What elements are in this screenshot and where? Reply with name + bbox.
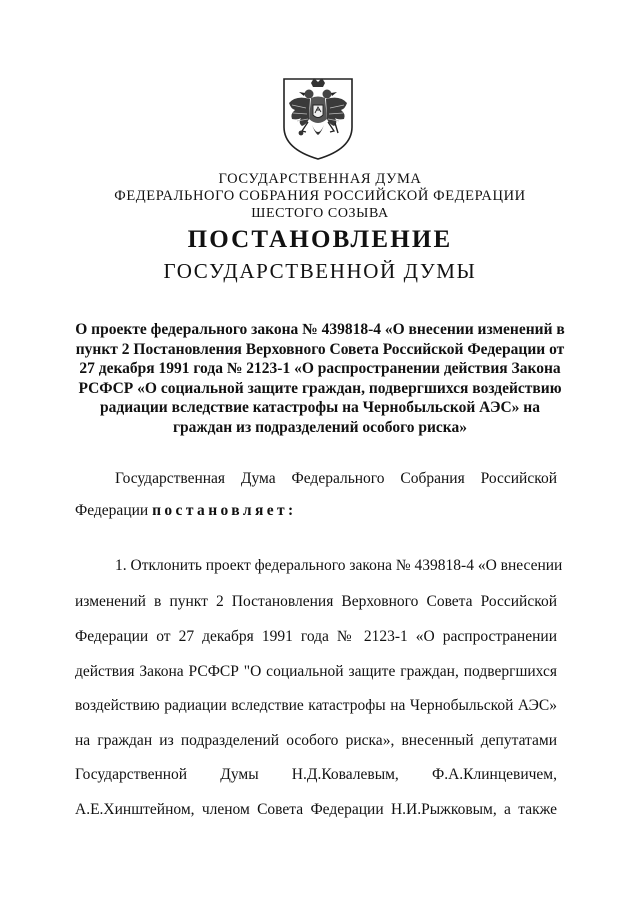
issuer-line-2: ФЕДЕРАЛЬНОГО СОБРАНИЯ РОССИЙСКОЙ ФЕДЕРАЦИИ — [114, 188, 526, 204]
coat-of-arms-emblem — [278, 75, 358, 161]
preamble-line — [75, 502, 557, 520]
paragraph-line: А.Е.Хинштейном, членом Совета Федерации Н.И.Рыжковым, а также — [75, 801, 557, 818]
document-title: ПОСТАНОВЛЕНИЕ — [187, 226, 453, 253]
convocation-line: ШЕСТОГО СОЗЫВА — [251, 206, 389, 221]
paragraph-line: 1. Отклонить проект федерального закона № 439818-4 «О внесении — [115, 557, 563, 574]
subject-line: пункт 2 Постановления Верховного Совета Российской Федерации от — [75, 340, 565, 358]
paragraph-line: на граждан из подразделений особого риска», внесенный депутатами — [75, 732, 557, 749]
preamble-line: Государственная Дума Федерального Собрания Российской — [115, 470, 557, 487]
resolves-word: постановляет: — [152, 502, 297, 519]
subject-line: РСФСР «О социальной защите граждан, подвергшихся воздействию — [78, 379, 562, 397]
paragraph-line: изменений в пункт 2 Постановления Верховного Совета Российской — [75, 593, 557, 610]
issuer-line-1: ГОСУДАРСТВЕННАЯ ДУМА — [218, 171, 422, 187]
subject-line: граждан из подразделений особого риска» — [172, 418, 467, 436]
document-subject — [74, 320, 566, 437]
paragraph-line: воздействию радиации вследствие катастрофы на Чернобыльской АЭС» — [75, 697, 557, 714]
paragraph-line: действия Закона РСФСР "О социальной защите граждан, подвергшихся — [75, 663, 557, 680]
subject-line: О проекте федерального закона № 439818-4 «О внесении изменений в — [75, 321, 565, 338]
subject-line: радиации вследствие катастрофы на Чернобыльской АЭС» на — [100, 399, 540, 416]
preamble-text: Федерации — [75, 502, 153, 519]
subject-line: 27 декабря 1991 года № 2123-1 «О распространении действия Закона — [79, 360, 561, 377]
paragraph-line: Федерации от 27 декабря 1991 года № 2123-1 «О распространении — [75, 628, 557, 645]
document-subtitle: ГОСУДАРСТВЕННОЙ ДУМЫ — [163, 259, 477, 283]
paragraph-line: Государственной Думы Н.Д.Ковалевым, Ф.А.Клинцевичем, — [75, 766, 557, 783]
